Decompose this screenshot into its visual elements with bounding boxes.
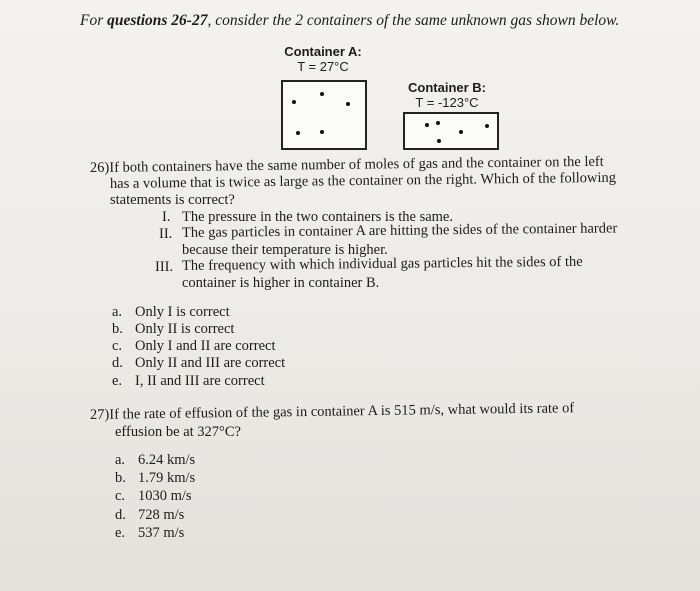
gas-particle xyxy=(320,92,324,96)
q27-option-letter: d. xyxy=(115,507,126,523)
q26-statement-text: The gas particles in container A are hitting the sides of the container harder xyxy=(181,220,618,241)
gas-particle xyxy=(436,121,440,125)
intro-prefix: For xyxy=(80,12,108,29)
intro-question-range: questions 26-27 xyxy=(107,12,208,29)
q26-stem-line: 26)If both containers have the same number of moles of gas and the container on the left xyxy=(89,153,604,176)
q26-statement-text: The pressure in the two containers is the same. xyxy=(182,209,453,225)
q26-option-text: Only I and II are correct xyxy=(135,338,276,354)
q26-statement-text: The frequency with which individual gas particles hit the sides of the xyxy=(181,253,583,274)
q26-option-text: Only II and III are correct xyxy=(135,355,286,371)
gas-particle xyxy=(346,102,350,106)
gas-particle xyxy=(425,123,429,127)
q26-stem-line: has a volume that is twice as large as the container on the right. Which of the following xyxy=(109,169,617,192)
q27-option-text: 1.79 km/s xyxy=(138,470,196,486)
q26-option-letter: e. xyxy=(112,373,123,389)
container-a-box xyxy=(281,80,367,150)
q26-option-letter: b. xyxy=(112,321,123,337)
q27-option-text: 537 m/s xyxy=(138,525,185,541)
q26-statement-num: III. xyxy=(155,259,174,275)
container-a-label: Container A: xyxy=(284,44,362,59)
q27-option-letter: b. xyxy=(115,470,126,486)
q26-statement-text: because their temperature is higher. xyxy=(182,242,388,258)
gas-particle xyxy=(485,124,489,128)
q27-stem-line: 27)If the rate of effusion of the gas in container A is 515 m/s, what would its rate of xyxy=(89,400,575,423)
gas-particle xyxy=(320,130,324,134)
q27-option-text: 728 m/s xyxy=(138,507,185,523)
intro-text xyxy=(80,12,619,30)
container-b-temp: T = -123°C xyxy=(415,95,479,110)
q26-statement-text: container is higher in container B. xyxy=(182,275,380,291)
q27-option-letter: c. xyxy=(115,488,126,504)
gas-particle xyxy=(437,139,441,143)
q27-option-text: 1030 m/s xyxy=(138,488,192,504)
container-b-box xyxy=(403,112,499,150)
q26-statement-num: I. xyxy=(162,209,171,225)
q26-statement-num: II. xyxy=(159,226,173,242)
q26-option-letter: c. xyxy=(112,338,123,354)
q27-option-letter: e. xyxy=(115,525,126,541)
container-b-label: Container B: xyxy=(408,80,486,95)
gas-particle xyxy=(459,130,463,134)
q26-option-text: I, II and III are correct xyxy=(135,373,265,389)
q27-option-text: 6.24 km/s xyxy=(138,452,196,468)
gas-particle xyxy=(296,131,300,135)
gas-particle xyxy=(292,100,296,104)
q26-option-text: Only II is correct xyxy=(135,321,235,337)
q26-stem-line: statements is correct? xyxy=(110,192,235,208)
q27-stem-line: effusion be at 327°C? xyxy=(115,424,241,440)
q27-option-letter: a. xyxy=(115,452,126,468)
intro-rest: , consider the 2 containers of the same unknown gas shown below. xyxy=(207,12,620,29)
container-a-temp: T = 27°C xyxy=(297,59,349,74)
q26-option-text: Only I is correct xyxy=(135,304,230,320)
q26-option-letter: d. xyxy=(112,355,123,371)
q26-option-letter: a. xyxy=(112,304,123,320)
